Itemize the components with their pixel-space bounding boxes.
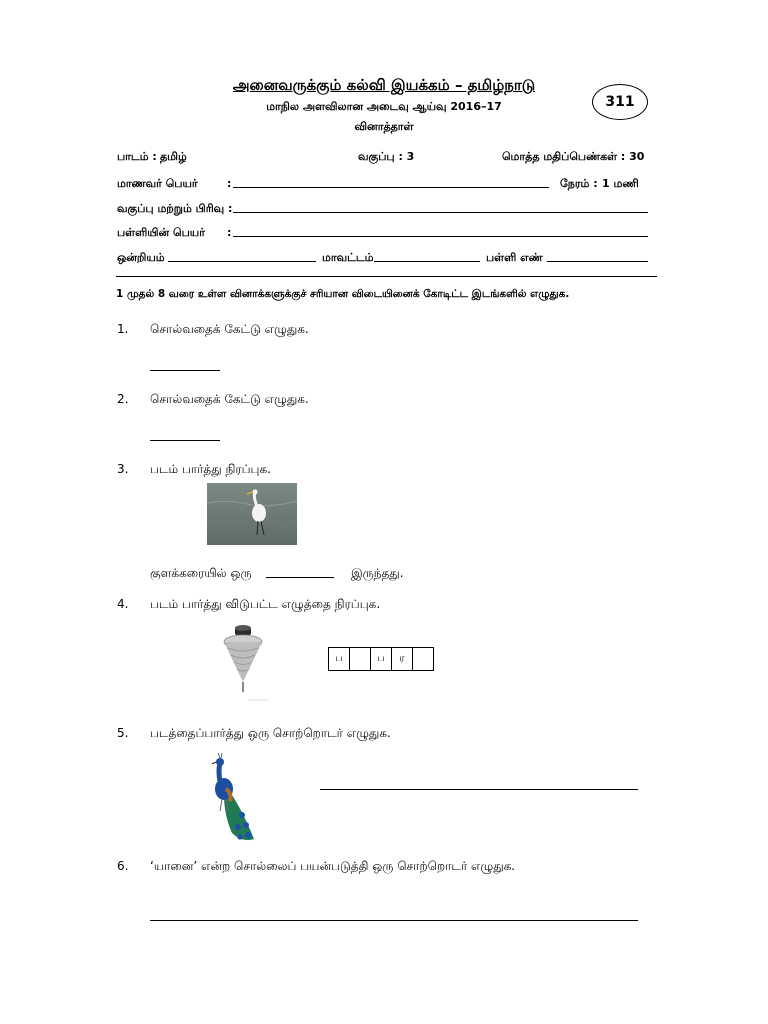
egret-image [207,483,297,545]
subject-value: தமிழ் [160,150,187,163]
letter-box: ப [370,647,392,671]
student-name-colon: : [227,177,232,190]
time-label: நேரம் : [560,177,598,190]
fill-blank-line[interactable] [266,577,334,578]
question-text: ‘யானை’ என்ற சொல்லைப் பயன்படுத்தி ஒரு சொற்றொடர் எழுதுக. [150,859,516,873]
time-value: 1 மணி [602,177,639,190]
fill-sentence-end: இருந்தது. [351,566,404,580]
school-name-label: பள்ளியின் பெயர் [117,226,205,239]
question-number: 6. [117,859,129,873]
page-title: அனைவருக்கும் கல்வி இயக்கம் – தமிழ்நாடு [232,76,536,94]
union-label: ஒன்றியம் [117,251,165,264]
letter-box: ப [328,647,350,671]
question-number: 5. [117,726,129,740]
letter-box-blank[interactable] [412,647,434,671]
page-subtitle: மாநில அளவிலான அடைவு ஆய்வு 2016–17 [266,100,502,113]
student-name-field[interactable] [233,186,549,188]
district-label: மாவட்டம் [322,251,374,264]
answer-line[interactable] [150,920,638,921]
school-no-label: பள்ளி எண் [486,251,543,264]
question-text: படத்தைப்பார்த்து ஒரு சொற்றொடர் எழுதுக. [150,726,391,740]
question-number: 2. [117,392,129,406]
school-name-field[interactable] [233,235,648,237]
class-label: வகுப்பு : 3 [358,150,415,163]
student-name-label: மாணவர் பெயர் [117,177,198,190]
subject-label: பாடம் : [117,150,157,163]
question-text: சொல்வதைக் கேட்டு எழுதுக. [150,392,309,406]
total-marks: மொத்த மதிப்பெண்கள் : 30 [502,150,645,163]
section-label: வகுப்பு மற்றும் பிரிவு : [117,202,233,215]
school-name-colon: : [227,226,232,239]
paper-type: வினாத்தாள் [354,120,414,133]
section-field[interactable] [233,211,648,213]
school-no-field[interactable] [547,260,648,262]
question-number: 4. [117,597,129,611]
question-text: சொல்வதைக் கேட்டு எழுதுக. [150,322,309,336]
question-text: படம் பார்த்து நிரப்புக. [150,462,271,476]
peacock-image [198,749,270,845]
header-divider [116,276,657,277]
fill-sentence-start: குளக்கரையில் ஒரு [150,566,252,580]
paper-code-badge: 311 [592,84,648,120]
district-field[interactable] [374,260,480,262]
question-number: 1. [117,322,129,336]
letter-box: ர [391,647,413,671]
question-number: 3. [117,462,129,476]
answer-line[interactable] [150,440,220,441]
instruction-text: 1 முதல் 8 வரை உள்ள வினாக்களுக்குச் சரியான விடையினைக் கோடிட்ட இடங்களில் எழுதுக. [116,288,570,300]
spinning-top-image [218,620,278,702]
union-field[interactable] [168,260,316,262]
letter-box-blank[interactable] [349,647,371,671]
answer-line[interactable] [320,789,638,790]
question-text: படம் பார்த்து விடுபட்ட எழுத்தை நிரப்புக. [150,597,381,611]
answer-line[interactable] [150,370,220,371]
